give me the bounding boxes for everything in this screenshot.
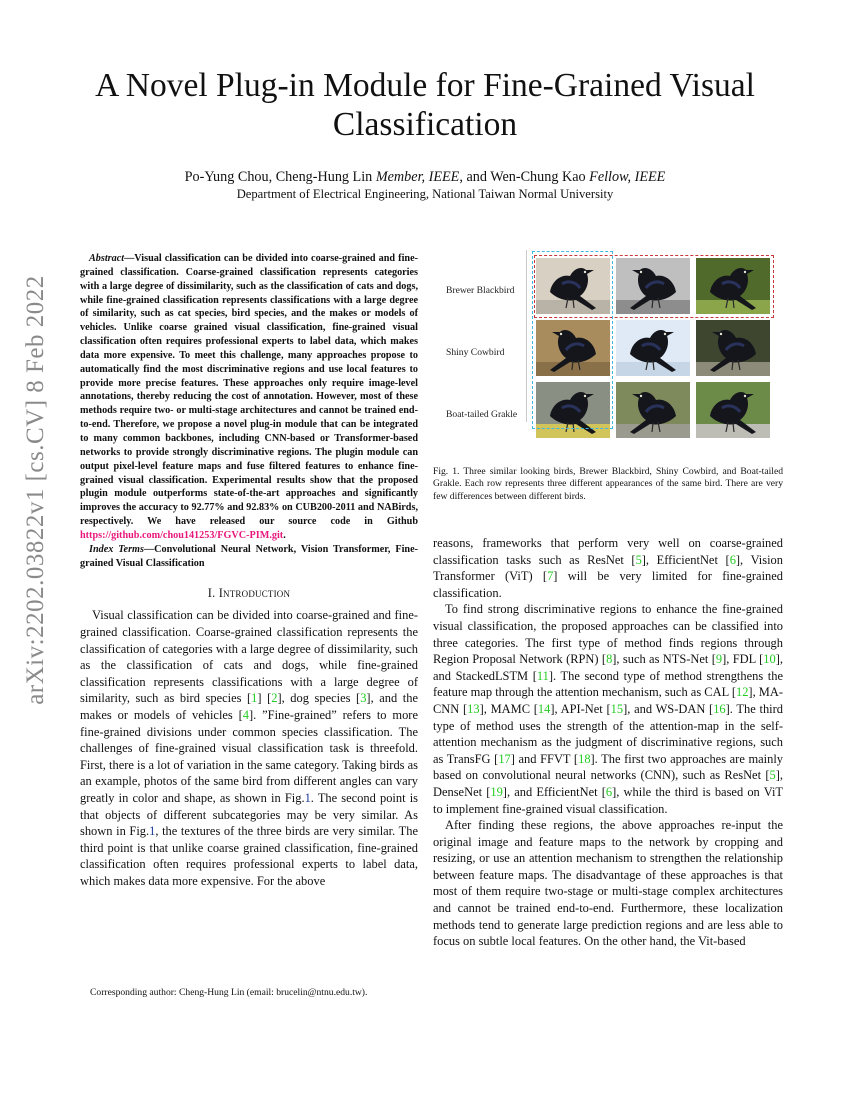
text-run: ], DenseNet [ bbox=[433, 768, 783, 799]
affiliation: Department of Electrical Engineering, National Taiwan Normal University bbox=[236, 187, 614, 201]
author-name: Cheng-Hung Lin bbox=[275, 169, 376, 185]
section-number: I. bbox=[207, 586, 219, 601]
figure-ref-link[interactable]: 1 bbox=[149, 824, 156, 839]
text-run: ], EfficientNet [ bbox=[641, 552, 730, 567]
citation-link[interactable]: 15 bbox=[610, 701, 624, 716]
text-run: ], dog species [ bbox=[277, 691, 361, 706]
text-run: ], and WS-DAN [ bbox=[623, 701, 714, 716]
github-link[interactable]: https://github.com/chou141253/FGVC-PIM.git bbox=[80, 529, 284, 541]
text-run: . The second point is that objects of different subcategories may be very similar. As shown in Fig. bbox=[80, 790, 418, 839]
abstract-text: Visual classification can be divided into coarse-grained and fine-grained classification. Coarse-grained classification represents categories with a large degree of dissimilarity, such as the classification of cats and dogs, while fine-grained classification represents classifications with a large degree of similarity, such as cat species, bird species, and the makes or models of vehicles. Unlike coarse grained visual classification, fine-grained visual classification often requires professional experts to label data, which makes data more expensive. To meet this challenge, many approaches propose to automatically find the most discriminative regions and use local features to provide more precise features. These approaches only require image-level annotations, thereby reducing the cost of annotation. However, most of these methods require two- or multi-stage architectures and cannot be trained end-to-end. Therefore, we propose a novel plug-in module that can be integrated to many common backbones, including CNN-based or Transformer-based networks to provide strongly discriminative regions. The plugin module can output pixel-level feature maps and fuse filtered features to enhance fine-grained visual classification. Experimental results show that the proposed plugin module outperforms state-of-the-art approaches and significantly improves the accuracy to 92.77% and 92.83% on CUB200-2011 and NABirds, respectively. We have released our source code in Github bbox=[80, 253, 418, 528]
citation-link[interactable]: 16 bbox=[713, 701, 726, 716]
bird-image bbox=[616, 382, 690, 438]
text-run: ]. ”Fine-grained” refers to more fine-grained divisions under common species classification. The challenges of fine-grained visual classification task is threefold. First, there is a lot of variation in the same category. Taking birds as an example, photos of the same bird from different angles can vary greatly in color and shape, as shown in Fig. bbox=[80, 707, 418, 805]
column-highlight-box bbox=[532, 251, 613, 429]
citation-link[interactable]: 4 bbox=[242, 707, 250, 722]
abstract-end: . bbox=[283, 529, 286, 541]
text-run: ], such as NTS-Net [ bbox=[612, 652, 716, 667]
left-column bbox=[80, 252, 418, 890]
text-run: ], MAMC [ bbox=[479, 701, 538, 716]
citation-link[interactable]: 3 bbox=[360, 691, 367, 706]
text-run: ]. The third type of method uses the strength of the attention-map in the self-attention mechanism as the judgment of discriminative regions, such as TransFG [ bbox=[433, 701, 783, 766]
text-run: ] will be very limited for fine-grained classification. bbox=[433, 569, 783, 600]
citation-link[interactable]: 5 bbox=[769, 768, 776, 783]
citation-link[interactable]: 19 bbox=[490, 784, 503, 799]
figure-ref-link[interactable]: 1 bbox=[304, 790, 311, 805]
text-run: ] and FFVT [ bbox=[510, 751, 579, 766]
arxiv-stamp[interactable]: arXiv:2202.03822v1 [cs.CV] 8 Feb 2022 bbox=[22, 275, 49, 705]
bird-image bbox=[616, 320, 690, 376]
author-membership: Fellow, IEEE bbox=[589, 169, 666, 185]
citation-link[interactable]: 17 bbox=[498, 751, 511, 766]
author-name: Po-Yung Chou, bbox=[184, 169, 276, 185]
index-terms-text: Convolutional Neural Network, Vision Transformer, Fine-grained Visual Classification bbox=[80, 543, 418, 569]
citation-link[interactable]: 12 bbox=[735, 685, 749, 700]
citation-link[interactable]: 8 bbox=[606, 652, 613, 667]
text-run: ], API-Net [ bbox=[550, 701, 611, 716]
footnote: Corresponding author: Cheng-Hung Lin (email: brucelin@ntnu.edu.tw). bbox=[90, 987, 368, 998]
text-run: ], MA-CNN [ bbox=[433, 685, 783, 716]
citation-link[interactable]: 10 bbox=[763, 652, 776, 667]
index-terms-label: Index Terms bbox=[89, 543, 144, 555]
right-column bbox=[433, 535, 783, 950]
intro-paragraph-1 bbox=[80, 607, 418, 889]
citation-link[interactable]: 9 bbox=[715, 652, 723, 667]
abstract-dash: — bbox=[124, 253, 135, 264]
intro-paragraph-2 bbox=[433, 601, 783, 817]
bird-image bbox=[696, 320, 770, 376]
text-run: ] [ bbox=[257, 691, 272, 706]
text-run: To find strong discriminative regions to enhance the fine-grained visual classification, the proposed approaches can be classified into three categories. The first type of method finds regions through Region Proposal Network (RPN) [ bbox=[433, 602, 783, 667]
citation-link[interactable]: 7 bbox=[547, 569, 554, 584]
citation-link[interactable]: 5 bbox=[635, 552, 642, 567]
citation-link[interactable]: 6 bbox=[605, 784, 613, 799]
text-run: , the textures of the three birds are very similar. The third point is that unlike coarse grained classification, fine-grained classification often requires professional experts to label data, which makes data more expensive. For the above bbox=[80, 824, 418, 888]
citation-link[interactable]: 6 bbox=[729, 552, 736, 567]
text-run: ], while the third is based on ViT to implement fine-grained visual classification. bbox=[433, 784, 784, 816]
abstract-label: Abstract bbox=[89, 253, 125, 264]
text-run: ], FDL [ bbox=[722, 652, 764, 667]
paper-title: A Novel Plug-in Module for Fine-Grained Visual Classification bbox=[95, 67, 755, 143]
bird-image bbox=[696, 382, 770, 438]
text-run: ], and the makes or models of vehicles [ bbox=[80, 691, 418, 722]
text-run: reasons, frameworks that perform very well on coarse-grained classification tasks such as ResNet [ bbox=[433, 536, 783, 567]
abstract bbox=[80, 252, 418, 543]
text-run: ]. The second type of method strengthens the feature map through the attention mechanism, such as CAL [ bbox=[433, 668, 783, 700]
citation-link[interactable]: 2 bbox=[271, 691, 278, 706]
text-run: ], and EfficientNet [ bbox=[502, 784, 606, 799]
row-label: Boat-tailed Grakle bbox=[446, 409, 518, 420]
intro-paragraph-3: After finding these regions, the above approaches re-input the original image and feature maps to the network by cropping and resizing, or use an attention mechanism to strengthen the relationship between feature maps. The disadvantage of these approaches is that most of them require two-stage or multi-stage complex architectures and cannot be trained end-to-end. Furthermore, these localization methods tend to generate large prediction regions and are less able to focus on subtle local features. On the other hand, the Vit-based bbox=[433, 818, 783, 949]
author-name: Wen-Chung Kao bbox=[490, 169, 590, 185]
citation-link[interactable]: 14 bbox=[537, 701, 551, 716]
row-label: Brewer Blackbird bbox=[446, 285, 515, 296]
citation-link[interactable]: 18 bbox=[578, 751, 591, 766]
figure-1 bbox=[440, 247, 790, 427]
text-run: Visual classification can be divided into coarse-grained and fine-grained classification. Coarse-grained classification represents the classification of categories with a large degree of dissimilarity, such as the classification of cats and dogs, while fine-grained classification represents classifications with a large degree of similarity, such as bird species [ bbox=[80, 608, 418, 706]
author-separator: , and bbox=[459, 169, 491, 185]
figure-caption: Fig. 1. Three similar looking birds, Brewer Blackbird, Shiny Cowbird, and Boat-tailed Grakle. Each row represents three different appearances of the same bird. There are very few differences between different birds. bbox=[433, 466, 783, 502]
author-membership: Member, IEEE bbox=[375, 169, 460, 185]
label-divider bbox=[526, 250, 527, 422]
citation-link[interactable]: 13 bbox=[467, 701, 480, 716]
citation-link[interactable]: 11 bbox=[536, 668, 549, 683]
row-label: Shiny Cowbird bbox=[446, 347, 505, 358]
text-run: ], Vision Transformer (ViT) [ bbox=[433, 552, 783, 584]
author-list bbox=[60, 168, 790, 186]
text-run: ], and StackedLSTM [ bbox=[433, 652, 783, 683]
text-run: ]. The first two approaches are mainly based on convolutional neural networks (CNN), such as ResNet [ bbox=[433, 751, 784, 783]
section-heading bbox=[80, 586, 418, 601]
index-terms-dash: — bbox=[143, 543, 155, 555]
section-title: Introduction bbox=[218, 586, 291, 601]
citation-link[interactable]: 1 bbox=[251, 691, 258, 706]
index-terms bbox=[80, 543, 418, 571]
intro-paragraph-1-cont bbox=[433, 535, 783, 601]
